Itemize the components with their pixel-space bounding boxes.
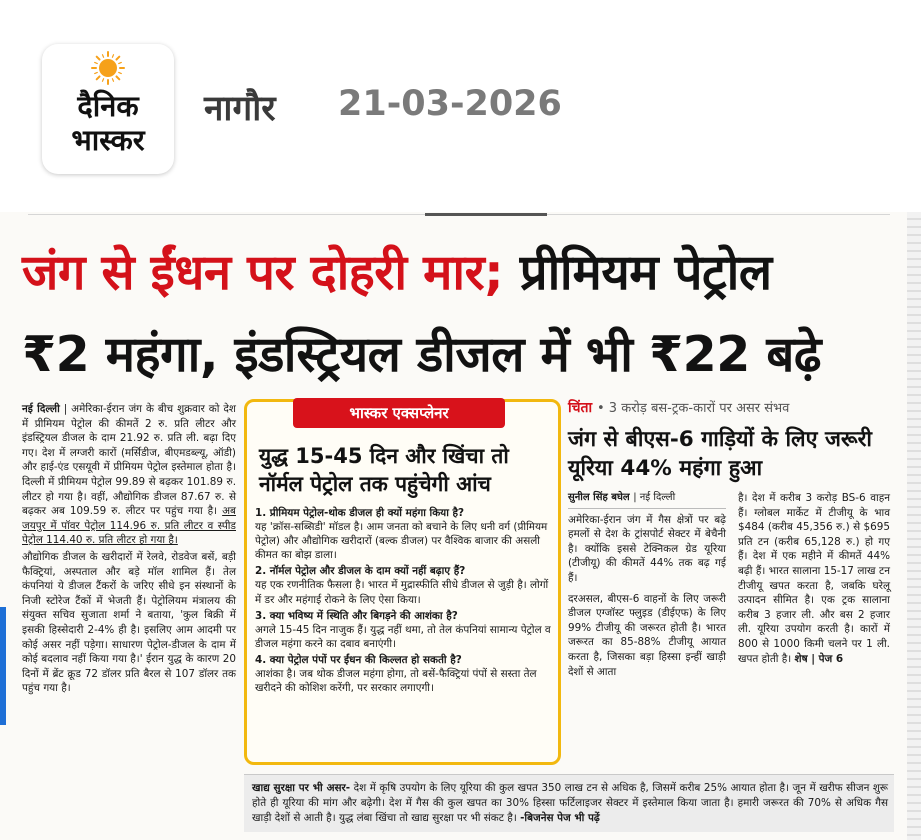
lead-text-1: अमेरिका-ईरान जंग के बीच शुक्रवार को देश में प्रीमियम पेट्रोल की कीमतें 2 रु. प्रति लीटर और इंडस्ट्रियल डीजल के दाम 21.92 रु. प्रति ली. बढ़ा दिए गए। देश में लग्जरी कारों (मर्सिडीज, बीएमडब्ल्यू, ऑडी) और हाई-एंड एसयूवी में प्रीमियम पेट्रोल इस्तेमाल होता है। दिल्ली में प्रीमियम पेट्रोल 99.89 से बढ़कर 101.89 रु. लीटर हो गया है। वहीं, औद्योगिक डीजल 87.67 रु. से बढ़कर अब 109.59 रु. लीटर पर पहुंच गया है। (22, 403, 236, 518)
explainer-question: 4. क्या पेट्रोल पंपों पर ईंधन की किल्लत हो सकती है? (255, 653, 462, 666)
story-paragraph: दरअसल, बीएस-6 वाहनों के लिए जरूरी डीजल एग्जॉस्ट फ्लुइड (डीईएफ) के लिए 99% टीजीयू की जरूरत होती है। भारत जरूरत का 85-88% टीजीयू आयात करता है, जिसका बड़ा हिस्सा इन्हीं खाड़ी देशों से आता (568, 592, 726, 678)
explainer-box (244, 399, 561, 765)
lead-underlined-text: अब जयपुर में पॉवर पेट्रोल 114.96 रु. प्रति लीटर व स्पीड पेट्रोल 114.40 रु. प्रति लीटर हो गया है। (22, 505, 236, 547)
strip-lead: खाद्य सुरक्षा पर भी असर- (252, 782, 351, 794)
dateline: नई दिल्ली (22, 403, 60, 415)
explainer-answer: आशंका है। जब थोक डीजल महंगा होगा, तो बसें-फैक्ट्रियां पंपों से सस्ता तेल खरीदने की कोशिश करेंगी, पर सरकार लगाएगी। (255, 668, 537, 695)
sun-logo-icon (90, 50, 126, 86)
logo-text-line2: भास्कर (71, 123, 145, 157)
lead-paragraph-2: औद्योगिक डीजल के खरीदारों में रेलवे, रोडवेज बसें, बड़ी फैक्ट्रियां, अस्पताल और बड़े मॉल शामिल हैं। तेल कंपनियां ये डीजल टैंकरों के जरिए सीधे इन संस्थानों के निजी स्टोरेज टैंकों में भेजती हैं। पेट्रोलियम मंत्रालय की संयुक्त सचिव सुजाता शर्मा ने बताया, 'कुल बिक्री में इसकी हिस्सेदारी 2-4% ही है। इसलिए आम आदमी पर कोई असर नहीं पड़ेगा। साधारण पेट्रोल-डीजल के दाम में कोई बदलाव नहीं किया गया है।' ईरान युद्ध के कारण 20 दिनों में ब्रेंट क्रूड 72 डॉलर प्रति बैरल से 107 डॉलर तक पहुंच गया है। (22, 550, 236, 695)
explainer-question: 3. क्या भविष्य में स्थिति और बिगड़ने की आशंका है? (255, 609, 458, 622)
edition-date: 21-03-2026 (338, 84, 562, 124)
story-column-b (738, 491, 890, 666)
story-paragraph: है। देश में करीब 3 करोड़ BS-6 वाहन हैं। ग्लोबल मार्केट में टीजीयू के भाव $484 (करीब 45,356 रु.) से $695 प्रति टन (करीब 65,128 रु.) हो गए हैं। देश में एक महीने में कीमतें 44% बढ़ी हैं। भारत सालाना 15-17 लाख टन टीजीयू खपत करता है, जबकि घरेलू उत्पादन सीमित है। एक ट्रक सालाना करीब 3 हजार ली. और बस 2 हजार ली. यूरिया उपयोग करती है। कारों में 800 से 1000 किमी चलने पर 1 ली. खपत होती है। (738, 492, 890, 665)
lead-story-column (22, 402, 236, 698)
byline-city: | नई दिल्ली (633, 492, 676, 503)
story-body (568, 491, 894, 791)
story-paragraph: अमेरिका-ईरान जंग में गैस क्षेत्रों पर बढ़े हमलों से देश के ट्रांसपोर्ट सेक्टर में बेचैनी है। क्योंकि इससे टेक्निकल ग्रेड यूरिया (टीजीयू) की कीमतें 44% तक बढ़ गई हैं। (568, 513, 726, 584)
strip-body: देश में कृषि उपयोग के लिए यूरिया की कुल खपत 350 लाख टन से अधिक है, जिसमें करीब 25% आयात होता है। जून में खरीफ सीजन शुरू होते ही यूरिया की मांग और बढ़ेगी। देश में गैस की कुल खपत का 30% हिस्सा फर्टिलाइजर सेक्टर में इस्तेमाल किया जाता है। हमारी जरूरत की 70% से अधिक गैस खाड़ी देशों से आती है। युद्ध लंबा खिंचा तो खाद्य सुरक्षा पर भी संकट है। (252, 782, 888, 824)
explainer-body (255, 506, 555, 697)
kicker-text: • 3 करोड़ बस-ट्रक-कारों पर असर संभव (597, 401, 790, 416)
byline-name: सुनील सिंह बघेल (568, 492, 630, 503)
urea-story (568, 398, 894, 791)
story-title: जंग से बीएस-6 गाड़ियों के लिए जरूरी यूरिया 44% महंगा हुआ (568, 427, 873, 481)
story-kicker (568, 398, 894, 417)
adjacent-page-edge-right (907, 212, 921, 840)
lead-paragraph-1: नई दिल्ली | अमेरिका-ईरान जंग के बीच शुक्रवार को देश में प्रीमियम पेट्रोल की कीमतें 2 रु. प्रति लीटर और इंडस्ट्रियल डीजल के दाम 21.92 रु. प्रति ली. बढ़ा दिए गए। देश में लग्जरी कारों (मर्सिडीज, बीएमडब्ल्यू, ऑडी) और हाई-एंड एसयूवी में प्रीमियम पेट्रोल इस्तेमाल होता है। दिल्ली में प्रीमियम पेट्रोल 99.89 से बढ़कर 101.89 रु. लीटर हो गया है। वहीं, औद्योगिक डीजल 87.67 रु. से बढ़कर अब 109.59 रु. लीटर पर पहुंच गया है। अब जयपुर में पॉवर पेट्रोल 114.96 रु. प्रति लीटर व स्पीड पेट्रोल 114.40 रु. प्रति लीटर हो गया है। (22, 403, 236, 547)
adjacent-page-edge (0, 607, 6, 725)
newspaper-clipping[interactable] (0, 212, 921, 840)
story-column-a (568, 491, 726, 679)
top-rule-accent (425, 213, 547, 216)
edition-city: नागौर (204, 89, 276, 129)
headline-line2: ₹2 महंगा, इंडस्ट्रियल डीजल में भी ₹22 बढ़े (22, 326, 821, 383)
dainik-bhaskar-logo[interactable] (42, 44, 174, 174)
explainer-question: 2. नॉर्मल पेट्रोल और डीजल के दाम क्यों नहीं बढ़ाए हैं? (255, 565, 466, 578)
byline (568, 491, 726, 509)
app-header (0, 0, 921, 212)
food-security-strip (244, 774, 894, 832)
explainer-badge: भास्कर एक्सप्लेनर (293, 398, 505, 428)
strip-text (252, 781, 888, 826)
explainer-answer: अगले 15-45 दिन नाजुक हैं। युद्ध नहीं थमा, तो तेल कंपनियां सामान्य पेट्रोल व डीजल महंगा करने का दबाव बनाएंगी। (255, 623, 551, 650)
logo-text-line1: दैनिक (77, 89, 139, 123)
explainer-answer: यह 'क्रॉस-सब्सिडी' मॉडल है। आम जनता को बचाने के लिए धनी वर्ग (प्रीमियम पेट्रोल) और औद्योगिक खरीदारों (बल्क डीजल) पर वैश्विक बाजार की असली कीमत का बोझ डाला। (255, 521, 548, 562)
main-headline (22, 232, 902, 396)
explainer-answer: यह एक रणनीतिक फैसला है। भारत में मुद्रास्फीति सीधे डीजल से जुड़ी है। लोगों में डर और महंगाई रोकने के लिए ऐसा किया। (255, 579, 549, 606)
explainer-question: 1. प्रीमियम पेट्रोल-थोक डीजल ही क्यों महंगा किया है? (255, 507, 465, 519)
explainer-title: युद्ध 15-45 दिन और खिंचा तो नॉर्मल पेट्रोल तक पहुंचेगी आंच (259, 444, 509, 496)
continued-ref: शेष | पेज 6 (794, 652, 844, 665)
strip-ref: -बिजनेस पेज भी पढ़ें (520, 812, 600, 824)
headline-red-part: जंग से ईंधन पर दोहरी मार; (22, 244, 504, 301)
headline-black-part: प्रीमियम पेट्रोल (519, 244, 772, 301)
kicker-label: चिंता (568, 400, 593, 416)
